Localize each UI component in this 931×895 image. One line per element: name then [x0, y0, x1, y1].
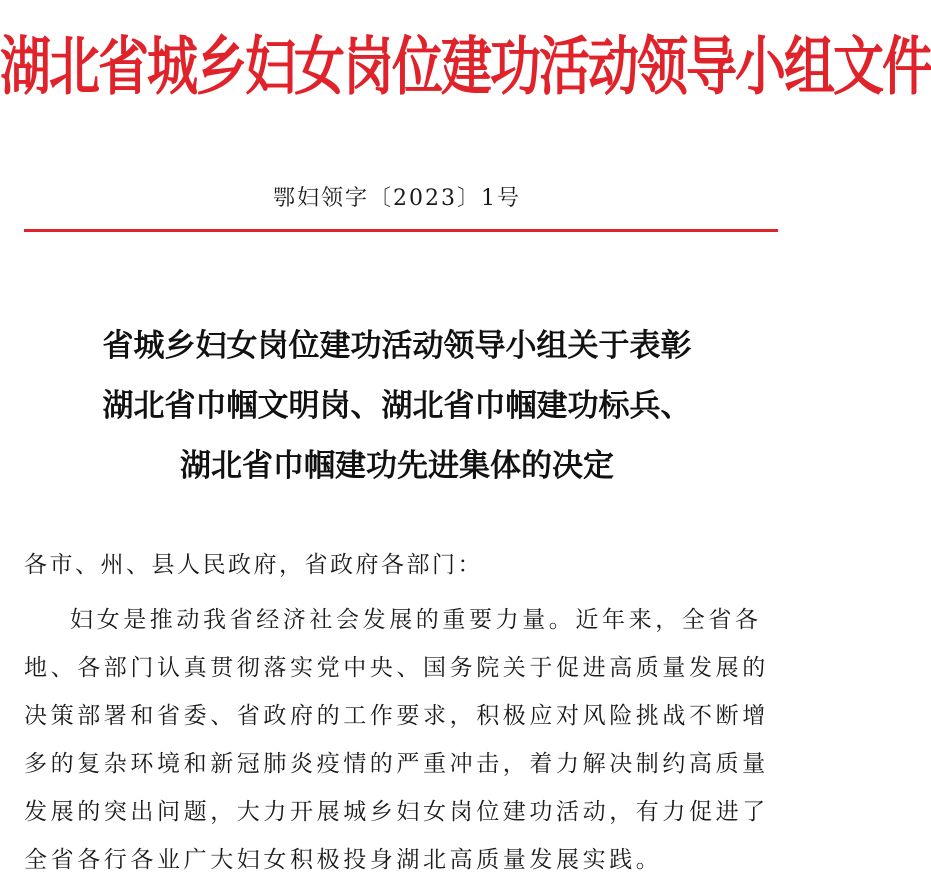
salutation: 各市、州、县人民政府，省政府各部门： [24, 552, 483, 578]
paragraph-line: 全省各行各业广大妇女积极投身湖北高质量发展实践。 [24, 847, 663, 873]
title-line-2: 湖北省巾帼文明岗、湖北省巾帼建功标兵、 [102, 388, 692, 424]
document-title [0, 316, 794, 496]
paragraph-line: 决策部署和省委、省政府的工作要求，积极应对风险挑战不断增 [24, 703, 769, 729]
red-divider-line [24, 229, 778, 232]
title-line-1: 省城乡妇女岗位建功活动领导小组关于表彰 [102, 328, 692, 364]
paragraph-line: 多的复杂环境和新冠肺炎疫情的严重冲击，着力解决制约高质量 [24, 751, 769, 777]
body-paragraph [24, 596, 784, 884]
paragraph-line: 妇女是推动我省经济社会发展的重要力量。近年来，全省各 [70, 607, 762, 633]
document-number: 鄂妇领字〔2023〕1号 [273, 186, 521, 211]
paragraph-line: 发展的突出问题，大力开展城乡妇女岗位建功活动，有力促进了 [24, 799, 769, 825]
document-masthead: 湖北省城乡妇女岗位建功活动领导小组文件 [0, 31, 931, 105]
paragraph-line: 地、各部门认真贯彻落实党中央、国务院关于促进高质量发展的 [24, 655, 769, 681]
title-line-3: 湖北省巾帼建功先进集体的决定 [180, 448, 614, 484]
